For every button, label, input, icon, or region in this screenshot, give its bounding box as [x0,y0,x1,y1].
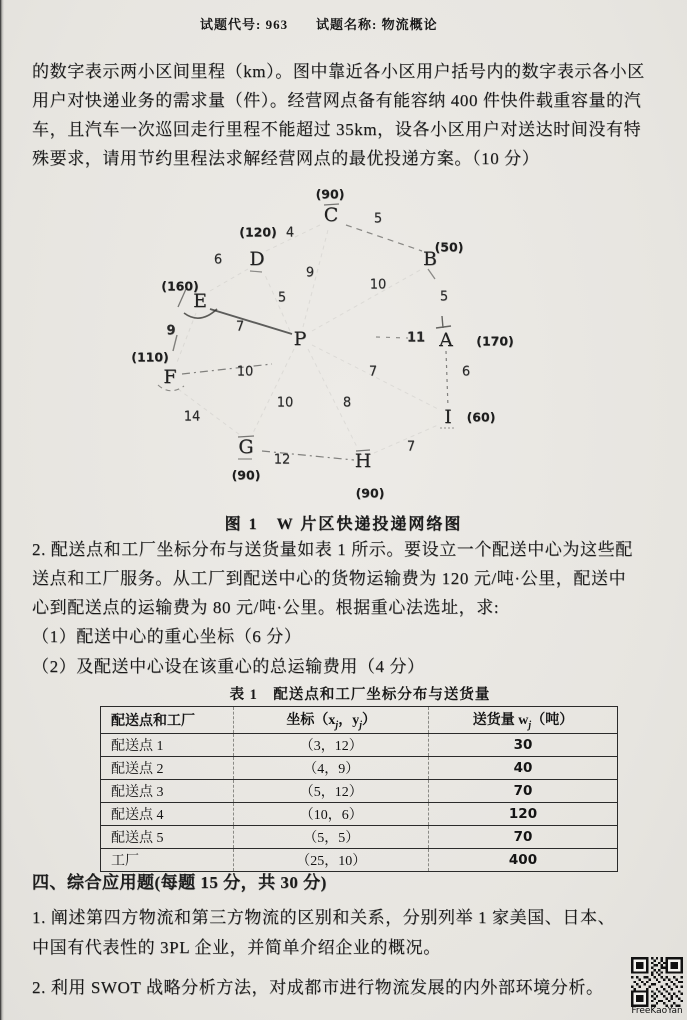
q2-line-2: 送点和工厂服务。从工厂到配送中心的货物运输费为 120 元/吨·公里，配送中 [32,569,627,588]
edge-label-G-H: 12 [273,452,291,468]
node-C: C [323,204,339,226]
table-row [101,734,618,757]
table-row [101,757,618,780]
demand-I: (60) [466,409,496,425]
diagram-edges [130,185,528,509]
node-A: A [439,329,453,351]
demand-C: (90) [315,186,345,202]
section4-item1-line2: 中国有代表性的 3PL 企业，并简单介绍企业的概况。 [32,938,441,957]
edge-label-H-I: 7 [406,439,416,455]
table-caption: 表 1 配送点和工厂坐标分布与送货量 [229,687,491,703]
node-B: B [423,248,437,270]
col-header-coords [234,707,429,734]
edge-label-D-C: 4 [285,225,295,241]
table-header-row [101,707,618,734]
cell-coord: （4，9） [234,757,429,780]
node-I: I [444,406,452,428]
edge-label-P-I: 7 [368,364,378,380]
demand-H: (90) [355,485,385,501]
intro-line-3: 车，且汽车一次巡回走行里程不能超过 35km，设各小区用户对送达时间没有特 [32,120,642,139]
section4-title: 四、综合应用题(每题 15 分，共 30 分) [32,873,327,892]
weight-header-pre: 送货量 w [472,713,529,729]
exam-code: 试题代号: 963 [200,17,289,32]
edge-label-E-D: 6 [213,252,223,268]
edge-label-P-B: 10 [369,277,387,293]
node-D: D [249,248,265,270]
intro-line-1: 的数字表示两小区间里程（km）。图中靠近各小区用户括号内的数字表示各小区 [32,62,645,81]
q2-line-3: 心到配送点的运输费为 80 元/吨·公里。根据重心法选址，求: [32,598,500,617]
figure-caption: 图 1 W 片区快递投递网络图 [224,516,463,533]
cell-weight: 70 [429,826,618,849]
section4-item2-line1: 2. 利用 SWOT 战略分析方法，对成都市进行物流发展的内外部环境分析。 [32,978,604,997]
edge-label-P-H: 8 [342,395,352,411]
edge-label-P-A: 11 [406,330,426,346]
q2-line-1: 2. 配送点和工厂坐标分布与送货量如表 1 所示。要设立一个配送中心为这些配 [32,540,633,559]
cell-coord: （5，12） [234,780,429,803]
cell-name: 配送点 1 [101,734,234,757]
edge-label-P-E: 7 [235,319,245,335]
cell-weight: 120 [429,803,618,826]
cell-weight: 400 [429,849,618,872]
cell-name: 配送点 5 [101,826,234,849]
demand-A: (170) [476,333,514,349]
demand-E: (160) [161,278,199,294]
intro-line-4: 殊要求，请用节约里程法求解经营网点的最优投递方案。（10 分） [32,149,540,168]
node-H: H [354,450,372,472]
node-F: F [163,366,177,388]
cell-coord: （10，6） [234,803,429,826]
node-E: E [193,290,207,312]
coords-header-pre: 坐标（x [286,713,336,729]
cell-name: 配送点 3 [101,780,234,803]
weight-header-post: （吨） [531,713,574,729]
col-header-weight [429,707,618,734]
cell-name: 配送点 4 [101,803,234,826]
cell-weight: 40 [429,757,618,780]
edge-label-P-C: 9 [305,265,315,281]
edge-label-P-D: 5 [277,290,287,306]
demand-F: (110) [131,349,169,365]
col-header-points: 配送点和工厂 [101,707,234,734]
cell-name: 工厂 [101,849,234,872]
node-G: G [238,436,254,458]
cell-coord: （5，5） [234,826,429,849]
coords-header-sub2: j [359,719,362,731]
coords-header-post: ） [361,713,376,729]
edge-label-E-F: 9 [166,323,176,339]
intro-line-2: 用户对快递业务的需求量（件）。经营网点备有能容纳 400 件快件载重容量的汽 [32,91,642,110]
cell-weight: 30 [429,734,618,757]
edge-label-A-I: 6 [461,364,471,380]
cell-coord: （3，12） [234,734,429,757]
table-row [101,826,618,849]
edge-label-C-B: 5 [373,211,383,227]
table-row [101,780,618,803]
edge-label-F-G: 14 [183,409,201,425]
watermark-label: FreeKaoYan [631,1006,683,1016]
q2-sub-item-1: （1）配送中心的重心坐标（6 分） [32,627,302,646]
demand-B: (50) [434,239,464,255]
cell-coord: （25，10） [234,849,429,872]
cell-name: 配送点 2 [101,757,234,780]
coords-header-sub1: j [335,719,339,731]
edge-label-B-A: 5 [439,289,449,305]
edge-label-P-G: 10 [276,395,294,411]
qr-code [631,957,683,1007]
coordinates-table [100,706,618,872]
edge-label-P-F: 10 [236,364,254,380]
node-P: P [293,328,307,350]
exam-title: 试题名称: 物流概论 [316,17,438,32]
section4-item1-line1: 1. 阐述第四方物流和第三方物流的区别和关系，分别列举 1 家美国、日本、 [32,908,616,927]
demand-G: (90) [231,467,261,483]
q2-sub-item-2: （2）及配送中心设在该重心的总运输费用（4 分） [32,657,425,676]
table-row [101,803,618,826]
delivery-network-diagram [130,185,528,509]
coords-header-mid: ，y [338,713,360,729]
cell-weight: 70 [429,780,618,803]
weight-header-sub: j [528,719,532,731]
demand-D: (120) [239,224,277,240]
